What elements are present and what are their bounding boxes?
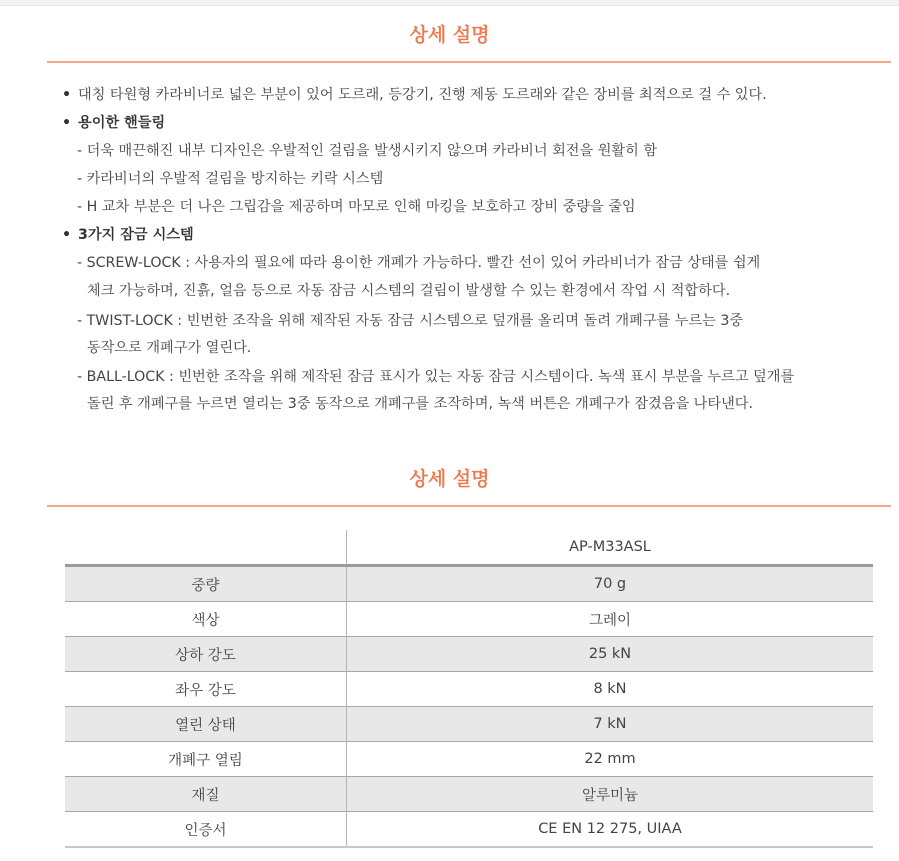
feature-subitem: - 카라비너의 우발적 걸림을 방지하는 키락 시스템 <box>77 171 384 187</box>
spec-section-title: 상세 설명 <box>409 468 490 490</box>
spec-value: CE EN 12 275, UIAA <box>347 812 874 848</box>
description-section-title: 상세 설명 <box>409 24 490 46</box>
spec-label: 색상 <box>65 602 347 637</box>
table-row <box>65 602 873 637</box>
spec-value: 70 g <box>347 566 874 602</box>
bullet-dot-icon: • <box>62 115 72 131</box>
lock-type-screw-lock-cont: 체크 가능하며, 진흙, 얼음 등으로 자동 잠금 시스템의 걸림이 발생할 수 있는 환경에서 작업 시 적합하다. <box>87 283 731 299</box>
lock-type-twist-lock: - TWIST-LOCK : 빈번한 조작을 위해 제작된 자동 잠금 시스템으로 덮개를 올리며 돌려 개폐구를 누르는 3중 <box>77 313 744 329</box>
description-title-rule <box>47 61 891 63</box>
spec-value: 알루미늄 <box>347 777 874 812</box>
spec-model-header: AP-M33ASL <box>347 530 874 566</box>
spec-value: 그레이 <box>347 602 874 637</box>
table-row <box>65 707 873 742</box>
bullet-dot-icon: • <box>62 87 72 103</box>
spec-title-rule <box>47 505 891 507</box>
lock-type-ball-lock: - BALL-LOCK : 빈번한 조작을 위해 제작된 잠금 표시가 있는 자동 잠금 시스템이다. 녹색 표시 부분을 누르고 덮개를 <box>77 369 795 385</box>
feature-heading-text: 용이한 핸들링 <box>78 115 166 131</box>
spec-value: 8 kN <box>347 672 874 707</box>
feature-heading-text: 3가지 잠금 시스템 <box>78 227 194 243</box>
spec-header-row <box>65 530 873 566</box>
feature-subitem: - H 교차 부분은 더 나은 그립감을 제공하며 마모로 인해 마킹을 보호하고 장비 중량을 줄임 <box>77 199 636 215</box>
feature-subitem: - 더욱 매끈해진 내부 디자인은 우발적인 걸림을 발생시키지 않으며 카라비너 회전을 원활히 함 <box>77 143 658 159</box>
lock-type-twist-lock-cont: 동작으로 개폐구가 열린다. <box>87 340 252 356</box>
feature-bullet <box>62 81 767 109</box>
table-row <box>65 812 873 848</box>
table-row <box>65 742 873 777</box>
table-row <box>65 566 873 602</box>
feature-heading-handling <box>62 109 165 137</box>
spec-label: 개폐구 열림 <box>65 742 347 777</box>
spec-header-empty-cell <box>65 530 347 566</box>
spec-label: 인증서 <box>65 812 347 848</box>
spec-label: 상하 강도 <box>65 637 347 672</box>
lock-type-screw-lock: - SCREW-LOCK : 사용자의 필요에 따라 용이한 개폐가 가능하다. 빨간 선이 있어 카라비너가 잠금 상태를 쉽게 <box>77 255 761 271</box>
spec-label: 좌우 강도 <box>65 672 347 707</box>
spec-value: 7 kN <box>347 707 874 742</box>
spec-value: 25 kN <box>347 637 874 672</box>
bullet-dot-icon: • <box>62 227 72 243</box>
spec-label: 중량 <box>65 566 347 602</box>
spec-table <box>65 530 873 848</box>
feature-heading-lock-systems <box>62 221 194 249</box>
top-strip <box>0 0 899 6</box>
feature-text: 대칭 타원형 카라비너로 넓은 부분이 있어 도르래, 등강기, 진행 제동 도르래와 같은 장비를 최적으로 걸 수 있다. <box>78 87 767 103</box>
spec-label: 열린 상태 <box>65 707 347 742</box>
lock-type-ball-lock-cont: 돌린 후 개폐구를 누르면 열리는 3중 동작으로 개폐구를 조작하며, 녹색 버튼은 개폐구가 잠겼음을 나타낸다. <box>87 396 753 412</box>
spec-label: 재질 <box>65 777 347 812</box>
table-row <box>65 637 873 672</box>
table-row <box>65 777 873 812</box>
table-row <box>65 672 873 707</box>
spec-value: 22 mm <box>347 742 874 777</box>
